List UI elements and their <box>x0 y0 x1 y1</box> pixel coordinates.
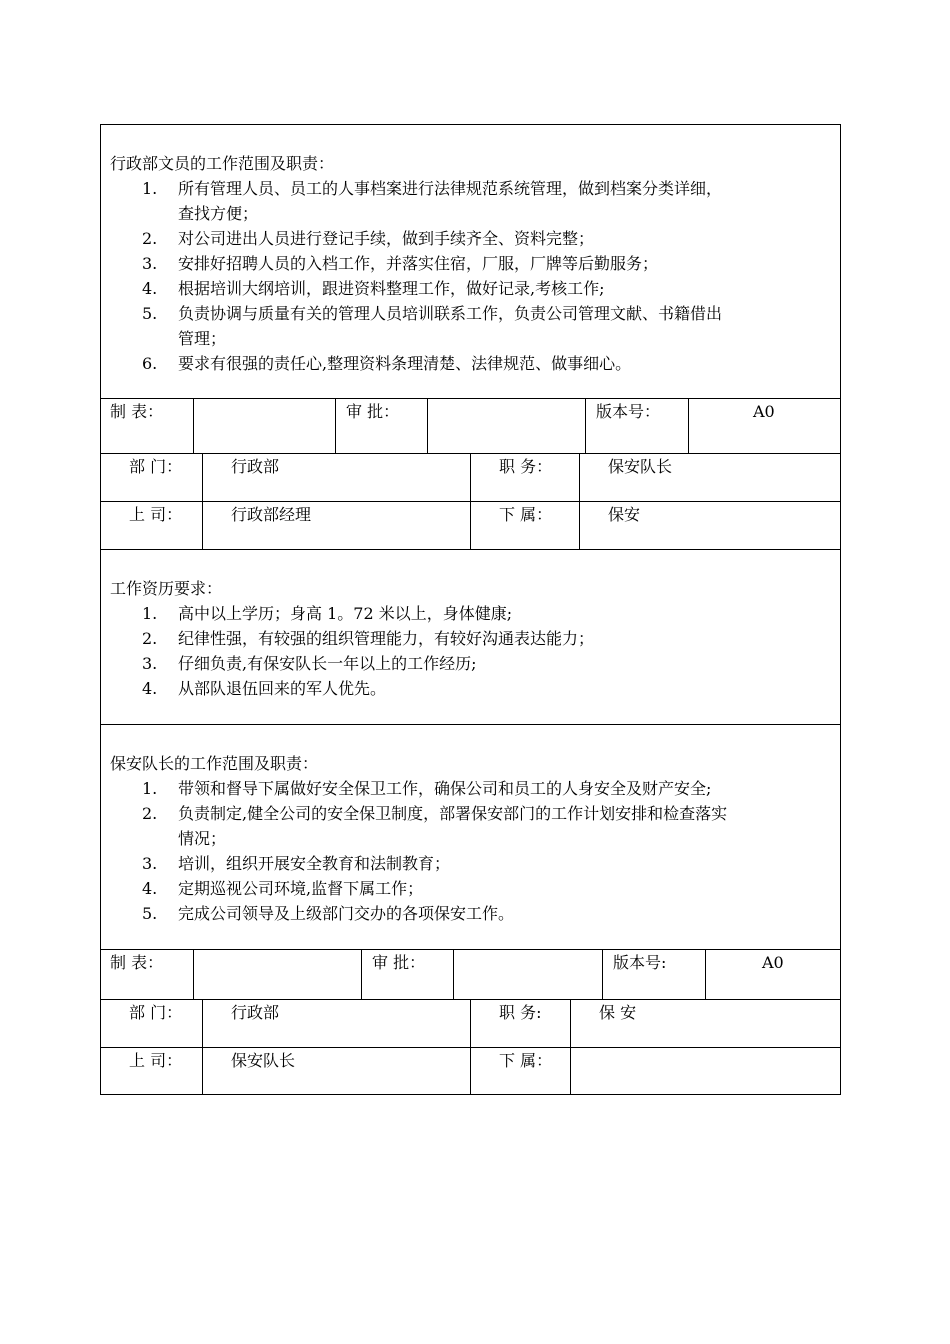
position-info-row <box>100 999 841 1047</box>
list-item: 2. 纪律性强，有较强的组织管理能力，有较好沟通表达能力； <box>142 629 595 648</box>
list-item: 5. 完成公司领导及上级部门交办的各项保安工作。 <box>142 904 515 923</box>
approve-label: 审 批： <box>346 402 400 421</box>
position-label: 职 务： <box>499 457 553 476</box>
section-heading: 工作资历要求： <box>110 579 223 598</box>
subordinate-label: 下 属： <box>499 505 553 524</box>
department-label: 部 门： <box>129 457 183 476</box>
job-description-document <box>100 124 841 1095</box>
position-value: 保安队长 <box>608 457 673 476</box>
superior-label: 上 司： <box>129 505 183 524</box>
section-heading: 保安队长的工作范围及职责： <box>110 754 319 773</box>
superior-label: 上 司： <box>129 1051 183 1070</box>
sign-row <box>100 949 841 999</box>
list-item: 1. 所有管理人员、员工的人事档案进行法律规范系统管理，做到档案分类详细， 查找方便； <box>142 179 723 223</box>
department-value: 行政部 <box>231 457 280 476</box>
list-item: 3. 仔细负责,有保安队长一年以上的工作经历; <box>142 654 477 673</box>
approve-field <box>453 950 602 999</box>
version-value: A0 <box>762 953 784 972</box>
superior-value: 行政部经理 <box>231 505 312 524</box>
approve-label: 审 批： <box>372 953 426 972</box>
made-by-label: 制 表： <box>110 402 164 421</box>
made-by-label: 制 表： <box>110 953 164 972</box>
list-item: 6. 要求有很强的责任心,整理资料条理清楚、法律规范、做事细心。 <box>142 354 632 373</box>
position-label: 职 务: <box>499 1003 542 1022</box>
position-value: 保 安 <box>599 1003 637 1022</box>
list-item: 5. 负责协调与质量有关的管理人员培训联系工作，负责公司管理文献、书籍借出 管理； <box>142 304 723 348</box>
subordinate-value: 保安 <box>608 505 641 524</box>
department-label: 部 门： <box>129 1003 183 1022</box>
version-label: 版本号: <box>613 953 667 972</box>
reporting-info-row <box>100 1047 841 1095</box>
qualification-list <box>110 601 832 701</box>
list-item: 1. 高中以上学历；身高 1。72 米以上，身体健康; <box>142 604 513 623</box>
made-by-field <box>193 399 335 453</box>
duties-list <box>110 176 832 376</box>
subordinate-label: 下 属： <box>499 1051 553 1070</box>
list-item: 4. 根据培训大纲培训，跟进资料整理工作，做好记录,考核工作; <box>142 279 605 298</box>
sign-row <box>100 398 841 453</box>
superior-value: 保安队长 <box>231 1051 296 1070</box>
section-heading: 行政部文员的工作范围及职责： <box>110 154 335 173</box>
list-item: 4. 定期巡视公司环境,监督下属工作； <box>142 879 424 898</box>
qualification-section <box>100 549 841 724</box>
duties-list <box>110 776 832 926</box>
list-item: 3. 安排好招聘人员的入档工作，并落实住宿，厂服，厂牌等后勤服务； <box>142 254 659 273</box>
list-item: 3. 培训，组织开展安全教育和法制教育； <box>142 854 451 873</box>
approve-field <box>427 399 585 453</box>
list-item: 2. 对公司进出人员进行登记手续，做到手续齐全、资料完整； <box>142 229 595 248</box>
reporting-info-row <box>100 501 841 549</box>
position-info-row <box>100 453 841 501</box>
version-label: 版本号： <box>596 402 661 421</box>
department-value: 行政部 <box>231 1003 280 1022</box>
captain-duties-section <box>100 724 841 949</box>
list-item: 4. 从部队退伍回来的军人优先。 <box>142 679 387 698</box>
list-item: 2. 负责制定,健全公司的安全保卫制度，部署保安部门的工作计划安排和检查落实 情况； <box>142 804 728 848</box>
made-by-field <box>193 950 361 999</box>
list-item: 1. 带领和督导下属做好安全保卫工作，确保公司和员工的人身安全及财产安全; <box>142 779 712 798</box>
version-value: A0 <box>753 402 775 421</box>
clerk-duties-section <box>100 124 841 398</box>
